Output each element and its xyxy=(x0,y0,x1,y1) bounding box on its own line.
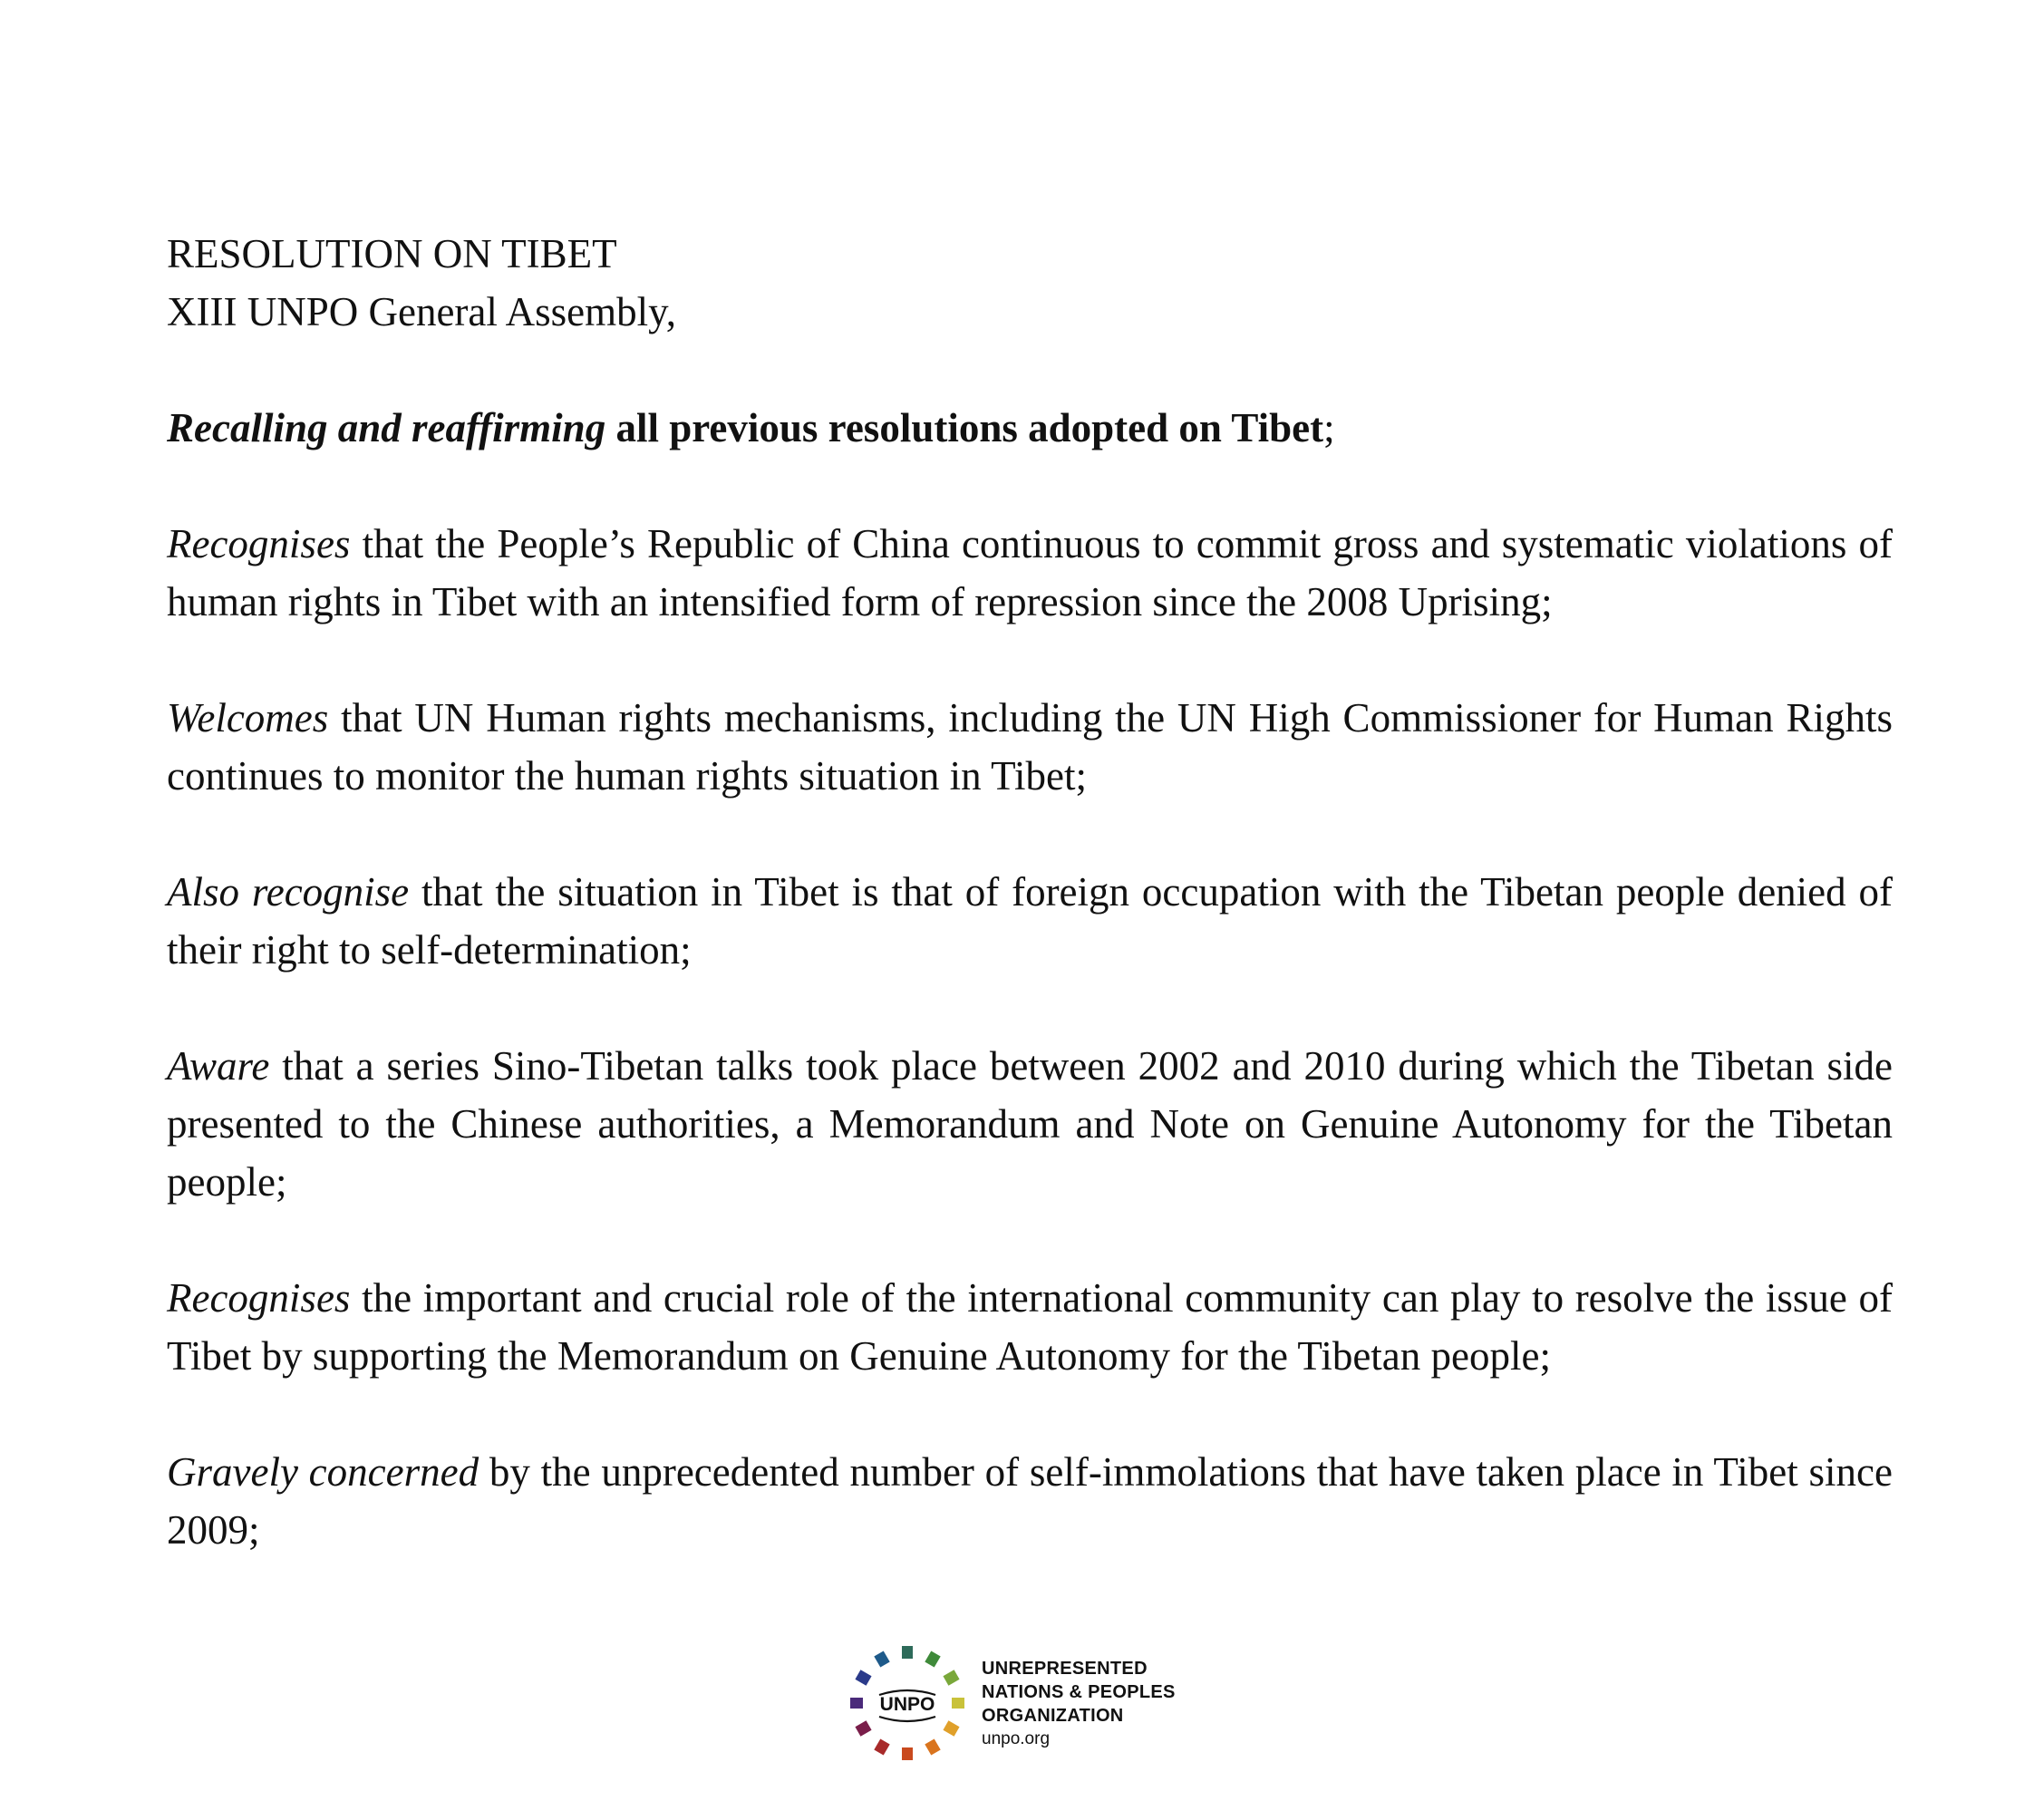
paragraph-tail: ; xyxy=(1323,405,1335,450)
paragraph-body: by the unprecedented number of self-immolations that have taken place in Tibet since 2009; xyxy=(167,1449,1893,1553)
paragraph-lead: Recognises xyxy=(167,1275,351,1321)
paragraph-body: the important and crucial role of the international community can play to resolve the issue of Tibet by supporting the Memorandum on Genuine Autonomy for the Tibetan people; xyxy=(167,1275,1893,1379)
paragraph-recognises-role xyxy=(167,1269,1893,1385)
paragraph-body: all previous resolutions adopted on Tibet xyxy=(605,405,1324,450)
paragraph-lead: Recognises xyxy=(167,521,351,566)
ring-segment xyxy=(874,1651,889,1667)
paragraph-body: that the situation in Tibet is that of foreign occupation with the Tibetan people denied of their right to self-determination; xyxy=(167,869,1894,973)
paragraph-recalling xyxy=(167,399,1893,457)
paragraph-body: that a series Sino-Tibetan talks took place between 2002 and 2010 during which the Tibetan side presented to the Chinese authorities, a Memorandum and Note on Genuine Autonomy for the Tibetan people; xyxy=(167,1043,1893,1205)
paragraph-lead: Welcomes xyxy=(167,695,329,741)
ring-segment xyxy=(855,1670,871,1685)
unpo-ring-icon xyxy=(848,1644,966,1762)
paragraph-body: that UN Human rights mechanisms, including the UN High Commissioner for Human Rights continues to monitor the human rights situation in Tibet; xyxy=(167,695,1893,799)
assembly-line: XIII UNPO General Assembly, xyxy=(167,289,676,334)
paragraph-lead: Recalling and reaffirming xyxy=(167,405,606,450)
ring-segment xyxy=(943,1720,959,1736)
ring-segment xyxy=(925,1651,940,1667)
paragraph-body: that the People’s Republic of China continuous to commit gross and systematic violations of human rights in Tibet with an intensified form of repression since the 2008 Uprising; xyxy=(167,521,1893,624)
logo-line-2: NATIONS & PEOPLES xyxy=(982,1682,1176,1702)
logo-line-3: ORGANIZATION xyxy=(982,1706,1124,1726)
paragraph-recognises-violations xyxy=(167,515,1893,631)
ring-segment xyxy=(902,1646,913,1659)
resolution-text xyxy=(167,225,1893,1559)
ring-segment xyxy=(902,1747,913,1760)
logo-line-1: UNREPRESENTED xyxy=(982,1659,1148,1679)
paragraph-lead: Gravely concerned xyxy=(167,1449,479,1495)
ring-segment xyxy=(855,1720,871,1736)
paragraph-aware xyxy=(167,1037,1893,1211)
paragraph-welcomes xyxy=(167,689,1893,805)
paragraph-lead: Also recognise xyxy=(167,869,410,915)
ring-segment xyxy=(925,1738,940,1755)
resolution-title: RESOLUTION ON TIBET xyxy=(167,231,617,276)
logo-wordmark xyxy=(982,1657,1176,1751)
ring-segment xyxy=(874,1738,889,1755)
paragraph-gravely-concerned xyxy=(167,1443,1893,1559)
logo-url: unpo.org xyxy=(982,1729,1051,1748)
paragraph-lead: Aware xyxy=(167,1043,270,1089)
paragraph-also-recognise xyxy=(167,863,1893,979)
unpo-mark: UNPO xyxy=(879,1694,935,1715)
ring-segment xyxy=(952,1698,964,1709)
unpo-logo xyxy=(848,1644,1229,1762)
ring-segment xyxy=(943,1670,959,1685)
ring-segment xyxy=(850,1698,863,1709)
